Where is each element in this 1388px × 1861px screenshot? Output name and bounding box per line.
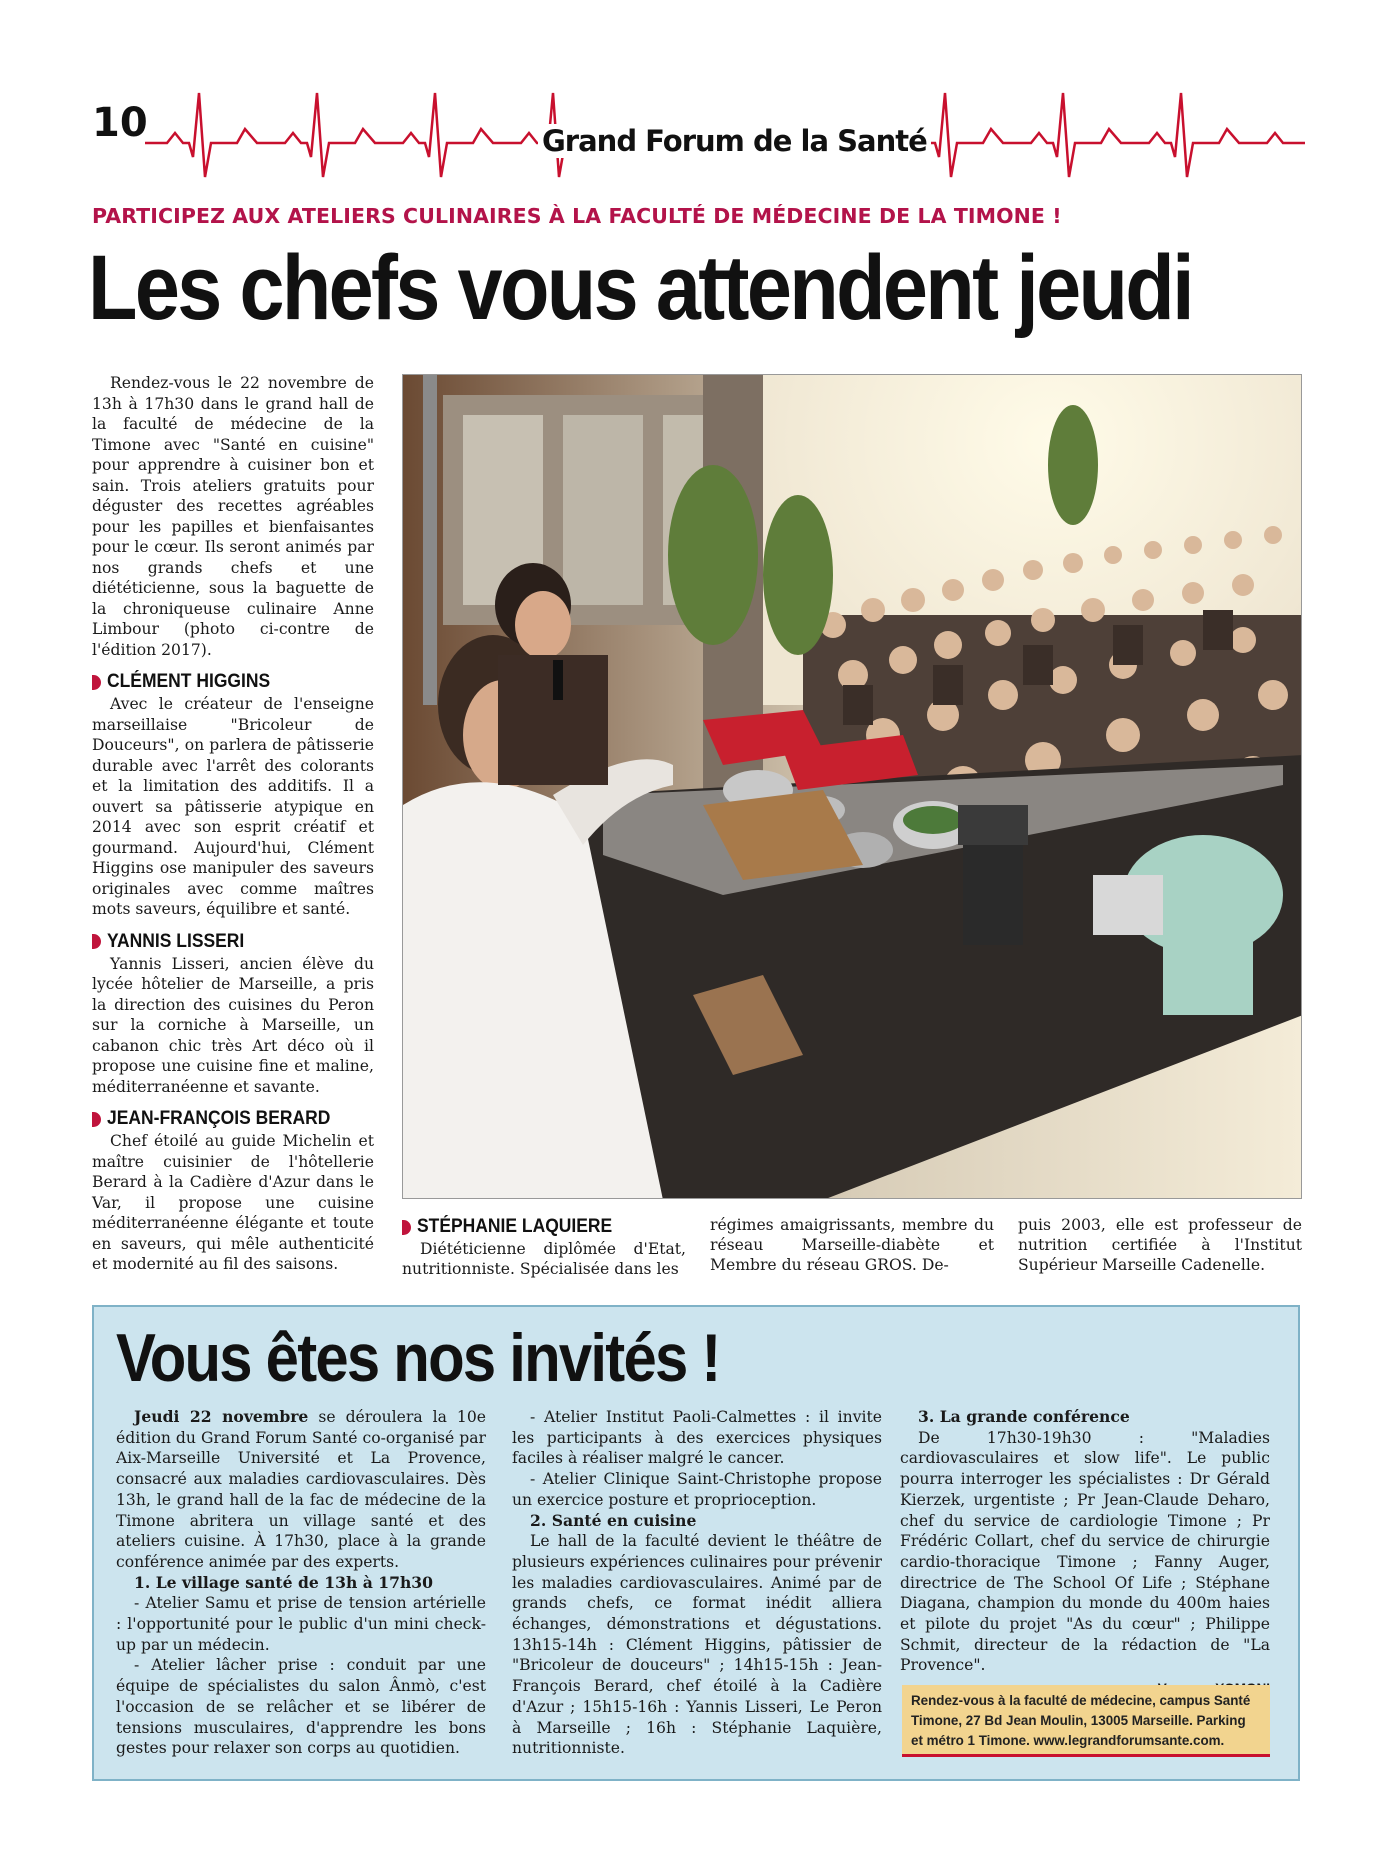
invite-lead-date: Jeudi 22 novembre — [134, 1407, 309, 1426]
sante-cuisine-text: Le hall de la faculté devient le théâtre de plusieurs expériences culinaires pour prévenir les maladies cardiovasculaires. Animé par de grands chefs, ce format inédit alliera échanges, démonstrations et dégustations. 13h15-14h : Clément Higgins, pâtissier de "Bricoleur de douceurs" ; 14h15-15h : Jean-François Berard, chef étoilé à la Cadière d'Azur ; 15h15-16h : Yannis Lisseri, Le Peron à Marseille ; 16h : Stéphanie Laquière, nutritionniste. — [512, 1532, 882, 1758]
chef-name: CLÉMENT HIGGINS — [107, 671, 271, 692]
intro-paragraph: Rendez-vous le 22 novembre de 13h à 17h30 dans le grand hall de la faculté de médecine de la Timone avec "Santé en cuisine" pour apprendre à cuisiner bon et sain. Trois ateliers gratuits pour déguster des recettes agréables pour les papilles et bienfaisantes pour le cœur. Ils seront animés par nos grands chefs et une diététicienne, sous la baguette de la chroniqueuse culinaire Anne Limbour (photo ci-contre de l'édition 2017). — [92, 374, 374, 659]
chef-name: YANNIS LISSERI — [107, 930, 245, 952]
invite-box — [92, 1305, 1300, 1781]
atelier-saint-christophe: - Atelier Clinique Saint-Christophe propose un exercice posture et proprioception. — [512, 1470, 882, 1509]
invite-column-2 — [512, 1407, 882, 1759]
stephanie-block — [402, 1215, 1302, 1285]
invite-column-3 — [900, 1407, 1270, 1700]
chef-name: STÉPHANIE LAQUIERE — [417, 1216, 613, 1237]
chef-description: Avec le créateur de l'enseigne marseillaise "Bricoleur de Douceurs", on parlera de pâtisserie durable avec l'arrêt des colorants et la limitation des additifs. Il a ouvert sa pâtisserie atypique en 2014 avec son esprit créatif et gourmand. Aujourd'hui, Clément Higgins ose manipuler des saveurs originales avec comme maîtres mots saveurs, équilibre et santé. — [92, 695, 374, 918]
invite-column-1 — [116, 1407, 486, 1759]
bullet-icon — [92, 675, 101, 690]
section-title-conference: 3. La grande conférence — [918, 1407, 1130, 1426]
invite-lead — [116, 1407, 486, 1573]
stephanie-col-1 — [402, 1215, 686, 1279]
atelier-lacher-prise: - Atelier lâcher prise : conduit par une équipe de spécialistes du salon Ânmò, c'est l'occasion de se relâcher et se libérer de tensions musculaires, d'apprendre les bons gestes pour relaxer son corps au quotidien. — [116, 1656, 486, 1758]
stephanie-text-3: puis 2003, elle est professeur de nutrition certifiée à l'Institut Supérieur Marseille Cadenelle. — [1018, 1216, 1302, 1274]
invite-title: Vous êtes nos invités ! — [116, 1320, 720, 1396]
page-number: 10 — [92, 100, 148, 146]
chef-name: JEAN-FRANÇOIS BERARD — [107, 1108, 331, 1129]
atelier-samu: - Atelier Samu et prise de tension artérielle : l'opportunité pour le public d'un mini check-up par un médecin. — [116, 1594, 486, 1654]
bullet-icon — [402, 1220, 411, 1235]
section-title-village: 1. Le village santé de 13h à 17h30 — [134, 1572, 433, 1592]
chef-description: Yannis Lisseri, ancien élève du lycée hôtelier de Marseille, a pris la direction des cuisines du Peron sur la corniche à Marseille, un cabanon chic très Art déco où il propose une cuisine fine et maline, méditerranéenne et savante. — [92, 954, 374, 1096]
chef-subhead — [92, 670, 374, 694]
conference-text: De 17h30-19h30 : "Maladies cardiovasculaires et slow life". Le public pourra interroger les spécialistes : Dr Gérald Kierzek, urgentiste ; Pr Jean-Claude Deharo, chef du service de cardiologie Timone ; Pr Frédéric Collart, chef du service de chirurgie cardio-thoracique Timone ; Fanny Auger, directrice de The School Of Life ; Stéphane Diagana, champion du monde du 400m haies et pilote du projet "As du cœur" ; Philippe Schmit, directeur de la rédaction de "La Provence". — [900, 1428, 1270, 1675]
chef-subhead — [402, 1215, 686, 1239]
stephanie-col-3 — [1018, 1215, 1302, 1275]
left-column — [92, 373, 374, 1279]
cooking-workshop-photo — [402, 374, 1302, 1199]
chef-subhead — [92, 930, 374, 954]
stephanie-text-1: Diététicienne diplômée d'Etat, nutritionniste. Spécialisée dans les — [402, 1240, 686, 1278]
invite-lead-text: se déroulera la 10e édition du Grand Forum Santé co-organisé par Aix-Marseille Université et La Provence, consacré aux maladies cardiovasculaires. Dès 13h, le grand hall de la fac de médecine de la Timone abritera un village santé et des ateliers cuisine. À 17h30, place à la grande conférence animée par des experts. — [116, 1408, 486, 1571]
chef-description: Chef étoilé au guide Michelin et maître cuisinier de l'hôtellerie Berard à la Cadière d'Azur dans le Var, il propose une cuisine méditerranéenne élégante et toute en saveurs, qui mêle authenticité et modernité au fil des saisons. — [92, 1132, 374, 1273]
article-kicker: PARTICIPEZ AUX ATELIERS CULINAIRES À LA FACULTÉ DE MÉDECINE DE LA TIMONE ! — [92, 204, 1062, 228]
section-title-cuisine: 2. Santé en cuisine — [530, 1510, 697, 1530]
article-headline: Les chefs vous attendent jeudi — [88, 237, 1192, 339]
stephanie-col-2 — [710, 1215, 994, 1275]
atelier-paoli: - Atelier Institut Paoli-Calmettes : il invite les participants à des exercices physiques faciles à réaliser malgré le cancer. — [512, 1408, 882, 1468]
stephanie-text-2: régimes amaigrissants, membre du réseau Marseille-diabète et Membre du réseau GROS. De- — [710, 1216, 994, 1274]
bullet-icon — [92, 934, 101, 949]
bullet-icon — [92, 1112, 101, 1127]
rendez-vous-box: Rendez-vous à la faculté de médecine, campus Santé Timone, 27 Bd Jean Moulin, 13005 Marseille. Parking et métro 1 Timone. www.legrandforumsante.com. — [902, 1685, 1270, 1757]
section-title: Grand Forum de la Santé — [538, 124, 931, 158]
chef-subhead — [92, 1107, 374, 1131]
photo-illustration — [403, 375, 1302, 1199]
